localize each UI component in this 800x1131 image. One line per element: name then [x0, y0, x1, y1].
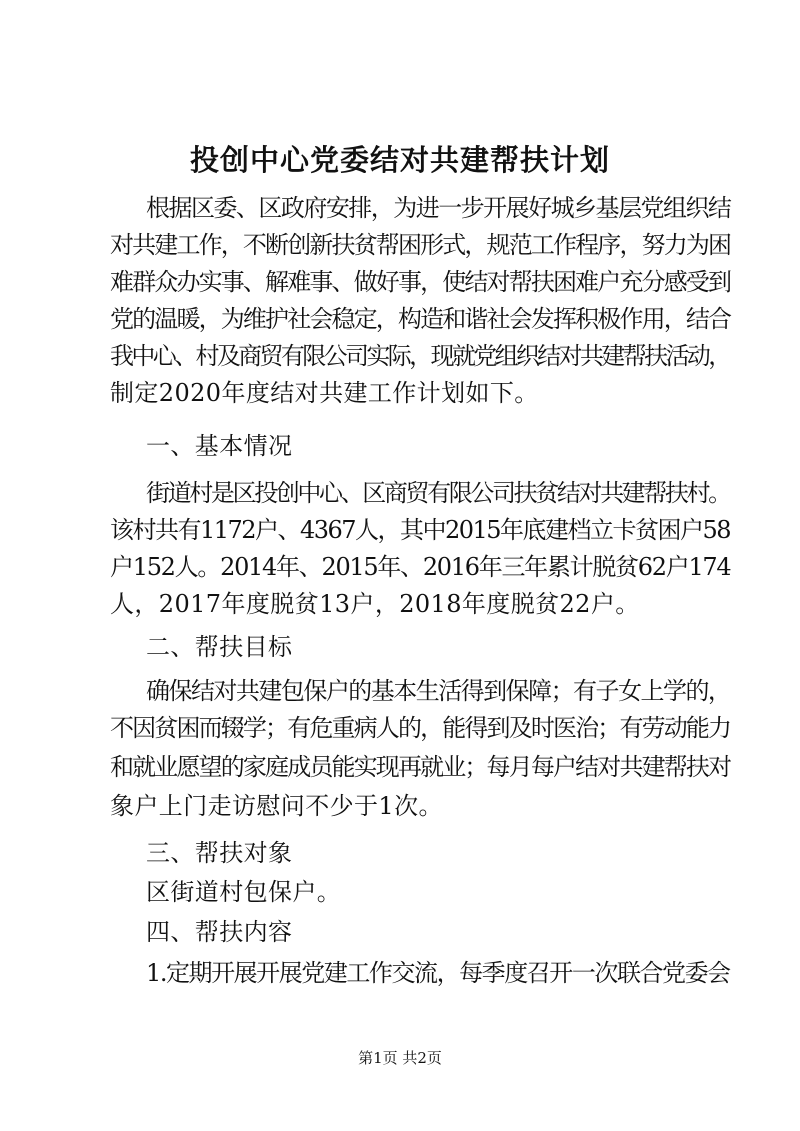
- paragraph-3-line-4: 象户上门走访慰问不少于1次。: [110, 792, 443, 820]
- page-footer: 第1页 共2页: [358, 1049, 442, 1067]
- paragraph-2-line-3: 户152人。2014年、2015年、2016年三年累计脱贫62户174: [110, 553, 731, 581]
- paragraph-3-line-2: 不因贫困而辍学；有危重病人的，能得到及时医治；有劳动能力: [110, 714, 731, 742]
- section-heading-goals: 二、帮扶目标: [146, 633, 293, 661]
- paragraph-1-line-4: 党的温暖，为维护社会稳定，构造和谐社会发挥积极作用，结合: [110, 305, 731, 333]
- paragraph-3-line-1: 确保结对共建包保户的基本生活得到保障；有子女上学的，: [146, 677, 731, 705]
- paragraph-2-line-2: 该村共有1172户、4367人，其中2015年底建档立卡贫困户58: [110, 516, 730, 544]
- paragraph-2-line-4: 人，2017年度脱贫13户，2018年度脱贫22户。: [110, 590, 640, 618]
- paragraph-1-line-6: 制定2020年度结对共建工作计划如下。: [110, 379, 539, 407]
- paragraph-2-line-1: 街道村是区投创中心、区商贸有限公司扶贫结对共建帮扶村。: [146, 479, 730, 507]
- paragraph-3-line-3: 和就业愿望的家庭成员能实现再就业；每月每户结对共建帮扶对: [110, 753, 731, 781]
- section-heading-content: 四、帮扶内容: [146, 918, 293, 946]
- paragraph-1-line-2: 对共建工作，不断创新扶贫帮困形式，规范工作程序，努力为困: [110, 231, 731, 259]
- paragraph-4-line-1: 区街道村包保户。: [146, 878, 342, 906]
- paragraph-1-line-1: 根据区委、区政府安排，为进一步开展好城乡基层党组织结: [146, 194, 731, 222]
- document-title: 投创中心党委结对共建帮扶计划: [189, 143, 610, 177]
- section-heading-basic-info: 一、基本情况: [146, 432, 293, 460]
- paragraph-1-line-3: 难群众办实事、解难事、做好事，使结对帮扶困难户充分感受到: [110, 268, 731, 296]
- paragraph-1-line-5: 我中心、村及商贸有限公司实际，现就党组织结对共建帮扶活动，: [110, 342, 730, 370]
- paragraph-5-line-1: 1.定期开展开展党建工作交流，每季度召开一次联合党委会: [146, 959, 730, 987]
- section-heading-targets: 三、帮扶对象: [146, 839, 293, 867]
